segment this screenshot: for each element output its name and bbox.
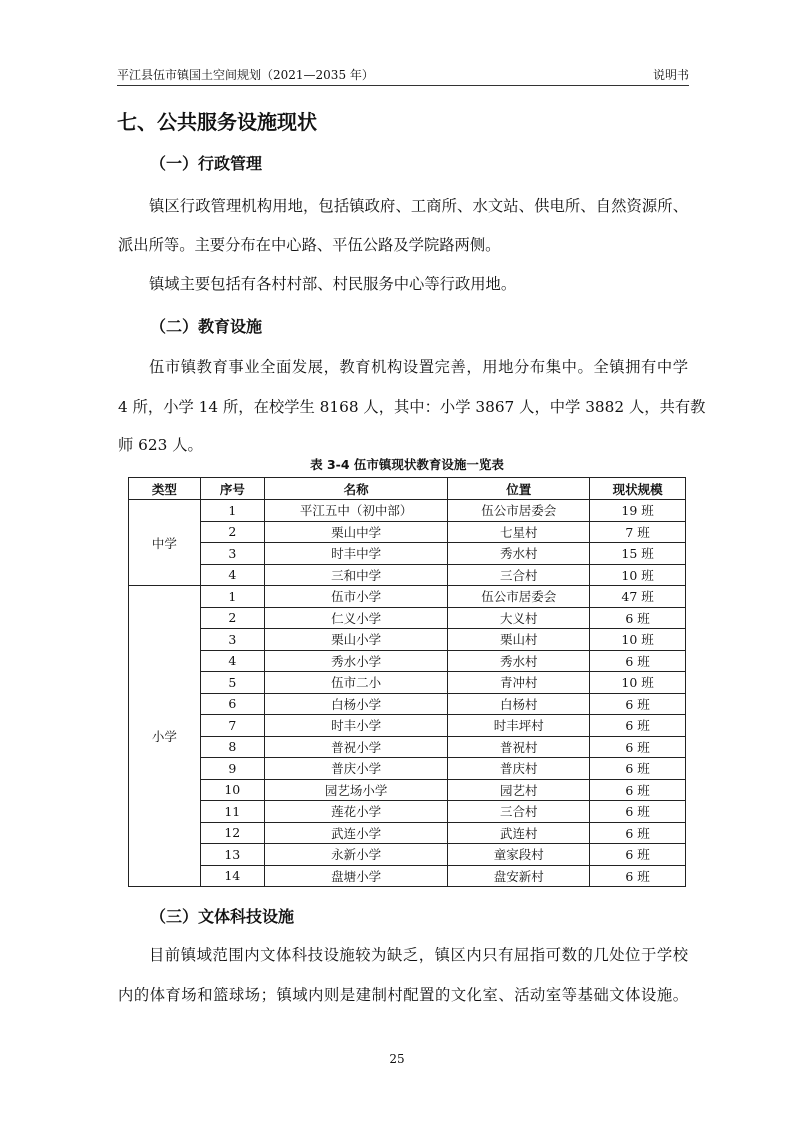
table-cell: 15 班 bbox=[590, 543, 686, 565]
table-cell: 盘安新村 bbox=[448, 865, 590, 887]
table-cell: 7 bbox=[200, 715, 264, 737]
table-cell: 栗山村 bbox=[448, 629, 590, 651]
table-cell: 青冲村 bbox=[448, 672, 590, 694]
category-cell: 小学 bbox=[129, 586, 201, 887]
section-title: 七、公共服务设施现状 bbox=[117, 110, 317, 134]
table-row bbox=[129, 758, 686, 780]
table-cell: 10 班 bbox=[590, 564, 686, 586]
table-cell: 3 bbox=[200, 629, 264, 651]
paragraph-line: 4 所，小学 14 所，在校学生 8168 人，其中：小学 3867 人，中学 3882 人，共有教 bbox=[118, 398, 706, 416]
table-cell: 秀水村 bbox=[448, 650, 590, 672]
paragraph-line: 伍市镇教育事业全面发展，教育机构设置完善，用地分布集中。全镇拥有中学 bbox=[149, 358, 688, 376]
table-cell: 3 bbox=[200, 543, 264, 565]
table-cell: 仁义小学 bbox=[264, 607, 448, 629]
table-row bbox=[129, 564, 686, 586]
table-cell: 白杨小学 bbox=[264, 693, 448, 715]
table-cell: 永新小学 bbox=[264, 844, 448, 866]
table-cell: 11 bbox=[200, 801, 264, 823]
table-cell: 三和中学 bbox=[264, 564, 448, 586]
table-row bbox=[129, 586, 686, 608]
column-header: 名称 bbox=[264, 478, 448, 500]
table-cell: 盘塘小学 bbox=[264, 865, 448, 887]
table-cell: 三合村 bbox=[448, 564, 590, 586]
table-cell: 时丰坪村 bbox=[448, 715, 590, 737]
table-cell: 普祝村 bbox=[448, 736, 590, 758]
table-cell: 园艺场小学 bbox=[264, 779, 448, 801]
table-cell: 6 班 bbox=[590, 715, 686, 737]
table-cell: 栗山中学 bbox=[264, 521, 448, 543]
paragraph-line: 内的体育场和篮球场；镇域内则是建制村配置的文化室、活动室等基础文体设施。 bbox=[118, 986, 688, 1004]
table-cell: 7 班 bbox=[590, 521, 686, 543]
table-cell: 伍市二小 bbox=[264, 672, 448, 694]
table-row bbox=[129, 822, 686, 844]
paragraph-line: 派出所等。主要分布在中心路、平伍公路及学院路两侧。 bbox=[118, 236, 501, 254]
table-cell: 时丰小学 bbox=[264, 715, 448, 737]
header-doc-type: 说明书 bbox=[652, 68, 689, 82]
table-cell: 武连村 bbox=[448, 822, 590, 844]
paragraph-line: 镇域主要包括有各村村部、村民服务中心等行政用地。 bbox=[149, 275, 517, 293]
category-cell: 中学 bbox=[129, 500, 201, 586]
table-row bbox=[129, 693, 686, 715]
subsection-heading-admin: （一）行政管理 bbox=[150, 154, 263, 173]
subsection-heading-culture: （三）文体科技设施 bbox=[150, 907, 295, 926]
column-header: 类型 bbox=[129, 478, 201, 500]
table-cell: 10 bbox=[200, 779, 264, 801]
table-row bbox=[129, 650, 686, 672]
page-header bbox=[117, 64, 689, 86]
table-cell: 伍公市居委会 bbox=[448, 500, 590, 522]
column-header: 现状规模 bbox=[590, 478, 686, 500]
table-cell: 武连小学 bbox=[264, 822, 448, 844]
table-cell: 6 班 bbox=[590, 844, 686, 866]
table-cell: 4 bbox=[200, 564, 264, 586]
table-row bbox=[129, 779, 686, 801]
table-row bbox=[129, 521, 686, 543]
table-row bbox=[129, 607, 686, 629]
paragraph-line: 镇区行政管理机构用地，包括镇政府、工商所、水文站、供电所、自然资源所、 bbox=[149, 197, 688, 215]
column-header: 序号 bbox=[200, 478, 264, 500]
table-row bbox=[129, 500, 686, 522]
table-cell: 6 班 bbox=[590, 822, 686, 844]
table-cell: 12 bbox=[200, 822, 264, 844]
page-number: 25 bbox=[389, 1052, 405, 1066]
table-cell: 6 班 bbox=[590, 758, 686, 780]
table-cell: 七星村 bbox=[448, 521, 590, 543]
table-cell: 5 bbox=[200, 672, 264, 694]
table-cell: 13 bbox=[200, 844, 264, 866]
table-cell: 9 bbox=[200, 758, 264, 780]
paragraph-line: 师 623 人。 bbox=[118, 436, 203, 454]
table-cell: 6 班 bbox=[590, 607, 686, 629]
table-cell: 栗山小学 bbox=[264, 629, 448, 651]
table-row bbox=[129, 801, 686, 823]
table-header-row bbox=[129, 478, 686, 500]
table-row bbox=[129, 865, 686, 887]
subsection-heading-education: （二）教育设施 bbox=[150, 317, 263, 336]
table-cell: 6 班 bbox=[590, 801, 686, 823]
table-cell: 白杨村 bbox=[448, 693, 590, 715]
column-header: 位置 bbox=[448, 478, 590, 500]
table-cell: 8 bbox=[200, 736, 264, 758]
table-cell: 普庆小学 bbox=[264, 758, 448, 780]
table-cell: 6 班 bbox=[590, 693, 686, 715]
table-cell: 6 bbox=[200, 693, 264, 715]
table-cell: 6 班 bbox=[590, 736, 686, 758]
table-cell: 伍公市居委会 bbox=[448, 586, 590, 608]
table-caption: 表 3-4 伍市镇现状教育设施一览表 bbox=[310, 457, 504, 472]
table-row bbox=[129, 672, 686, 694]
table-cell: 1 bbox=[200, 586, 264, 608]
table-cell: 1 bbox=[200, 500, 264, 522]
table-cell: 2 bbox=[200, 607, 264, 629]
table-cell: 10 班 bbox=[590, 672, 686, 694]
table-cell: 普祝小学 bbox=[264, 736, 448, 758]
table-cell: 园艺村 bbox=[448, 779, 590, 801]
table-cell: 19 班 bbox=[590, 500, 686, 522]
table-cell: 47 班 bbox=[590, 586, 686, 608]
table-row bbox=[129, 629, 686, 651]
table-cell: 莲花小学 bbox=[264, 801, 448, 823]
header-title: 平江县伍市镇国土空间规划（2021—2035 年） bbox=[117, 68, 374, 82]
table-cell: 普庆村 bbox=[448, 758, 590, 780]
table-cell: 童家段村 bbox=[448, 844, 590, 866]
table-cell: 6 班 bbox=[590, 865, 686, 887]
table-cell: 4 bbox=[200, 650, 264, 672]
table-row bbox=[129, 543, 686, 565]
table-cell: 平江五中（初中部） bbox=[264, 500, 448, 522]
table-cell: 时丰中学 bbox=[264, 543, 448, 565]
table-row bbox=[129, 715, 686, 737]
table-row bbox=[129, 844, 686, 866]
table-cell: 14 bbox=[200, 865, 264, 887]
table-cell: 大义村 bbox=[448, 607, 590, 629]
table-cell: 6 班 bbox=[590, 779, 686, 801]
education-facilities-table bbox=[128, 477, 686, 887]
table-cell: 秀水小学 bbox=[264, 650, 448, 672]
table-cell: 三合村 bbox=[448, 801, 590, 823]
table-cell: 2 bbox=[200, 521, 264, 543]
table-cell: 10 班 bbox=[590, 629, 686, 651]
table-cell: 伍市小学 bbox=[264, 586, 448, 608]
table-row bbox=[129, 736, 686, 758]
table-cell: 秀水村 bbox=[448, 543, 590, 565]
table-cell: 6 班 bbox=[590, 650, 686, 672]
paragraph-line: 目前镇域范围内文体科技设施较为缺乏，镇区内只有屈指可数的几处位于学校 bbox=[149, 946, 688, 964]
